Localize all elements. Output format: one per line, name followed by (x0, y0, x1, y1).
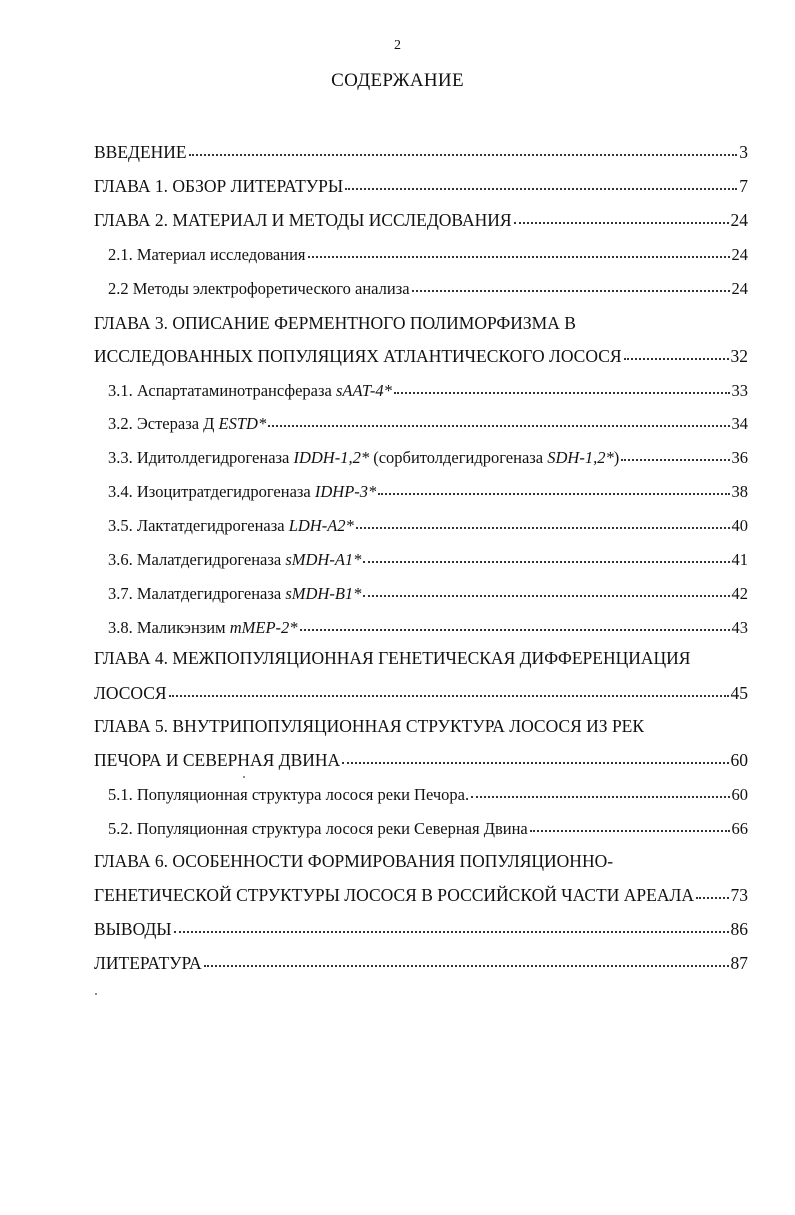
toc-entry-3-6[interactable] (108, 550, 748, 570)
dot-leader (356, 527, 730, 529)
dot-leader (621, 459, 729, 461)
toc-entry-text: 3.1. Аспартатаминотрансфераза (108, 381, 336, 400)
toc-entry-text: ГЛАВА 2. МАТЕРИАЛ И МЕТОДЫ ИССЛЕДОВАНИЯ (94, 210, 512, 230)
dot-leader (624, 358, 729, 360)
toc-entry-page: 38 (731, 482, 748, 501)
dot-leader (378, 493, 729, 495)
gene-name: LDH-A2* (288, 516, 354, 535)
toc-entry-3-4[interactable] (108, 482, 748, 502)
toc-entry-references[interactable] (94, 953, 748, 974)
toc-entry-chapter-3[interactable] (94, 346, 748, 367)
toc-entry-page: 86 (730, 919, 748, 939)
toc-entry-3-1[interactable] (108, 381, 748, 401)
toc-entry-page: 42 (731, 584, 748, 603)
toc-entry-5-2[interactable] (108, 819, 748, 839)
gene-name: sMDH-A1* (285, 550, 362, 569)
dot-leader (412, 290, 730, 292)
toc-entry-page: 24 (731, 279, 748, 298)
gene-name: mMEP-2* (229, 618, 298, 637)
toc-entry-chapter-4-line1[interactable]: ГЛАВА 4. МЕЖПОПУЛЯЦИОННАЯ ГЕНЕТИЧЕСКАЯ ДИФФЕРЕНЦИАЦИЯ (94, 648, 691, 668)
toc-entry-text: ГЛАВА 1. ОБЗОР ЛИТЕРАТУРЫ (94, 176, 344, 196)
dot-leader (394, 392, 730, 394)
gene-name: ESTD* (218, 414, 267, 433)
toc-entry-text: ЛОСОСЯ (94, 683, 167, 703)
toc-entry-page: 7 (739, 176, 748, 196)
gene-name: sMDH-B1* (285, 584, 362, 603)
dot-leader (204, 965, 729, 967)
toc-entry-3-2[interactable] (108, 414, 748, 434)
dot-leader (471, 796, 729, 798)
toc-entry-text: 3.8. Маликэнзим (108, 618, 230, 637)
toc-entry-3-8[interactable] (108, 618, 748, 638)
toc-entry-chapter-3-line1[interactable]: ГЛАВА 3. ОПИСАНИЕ ФЕРМЕНТНОГО ПОЛИМОРФИЗМА В (94, 313, 576, 333)
dot-leader (342, 762, 728, 764)
toc-entry-text-end: ) (613, 448, 620, 467)
toc-entry-page: 33 (731, 381, 748, 400)
toc-entry-text: ИССЛЕДОВАННЫХ ПОПУЛЯЦИЯХ АТЛАНТИЧЕСКОГО ЛОСОСЯ (94, 346, 622, 366)
toc-entry-text: ПЕЧОРА И СЕВЕРНАЯ ДВИНА (94, 750, 341, 770)
toc-entry-page: 36 (731, 448, 748, 467)
gene-name: sAAT-4* (335, 381, 392, 400)
toc-entry-text: 5.1. Популяционная структура лосося реки Печора. (108, 785, 470, 804)
dot-leader (530, 830, 730, 832)
toc-entry-text: 3.3. Идитолдегидрогеназа (108, 448, 294, 467)
toc-entry-chapter-6-line1[interactable]: ГЛАВА 6. ОСОБЕННОСТИ ФОРМИРОВАНИЯ ПОПУЛЯЦИОННО- (94, 851, 614, 871)
toc-entry-text: 2.1. Материал исследования (108, 245, 306, 264)
dot-leader (169, 695, 729, 697)
toc-entry-3-5[interactable] (108, 516, 748, 536)
toc-entry-page: 40 (731, 516, 748, 535)
toc-entry-page: 24 (731, 245, 748, 264)
toc-entry-page: 66 (731, 819, 748, 838)
toc-entry-page: 24 (730, 210, 748, 230)
toc-entry-chapter-1[interactable] (94, 176, 748, 197)
scan-speck (95, 993, 97, 995)
toc-entry-3-7[interactable] (108, 584, 748, 604)
toc-entry-text: ГЕНЕТИЧЕСКОЙ СТРУКТУРЫ ЛОСОСЯ В РОССИЙСКОЙ ЧАСТИ АРЕАЛА (94, 885, 694, 905)
toc-entry-text: ЛИТЕРАТУРА (94, 953, 202, 973)
dot-leader (363, 595, 729, 597)
toc-entry-text: 3.7. Малатдегидрогеназа (108, 584, 286, 603)
toc-entry-page: 43 (731, 618, 748, 637)
toc-entry-page: 41 (731, 550, 748, 569)
gene-name: IDHP-3* (314, 482, 377, 501)
dot-leader (345, 188, 737, 190)
toc-entry-page: 32 (730, 346, 748, 366)
toc-entry-chapter-6[interactable] (94, 885, 748, 906)
dot-leader (174, 931, 729, 933)
dot-leader (308, 256, 730, 258)
toc-entry-text: 5.2. Популяционная структура лосося реки Северная Двина (108, 819, 528, 838)
dot-leader (268, 425, 729, 427)
toc-entry-text: 3.5. Лактатдегидрогеназа (108, 516, 289, 535)
toc-entry-conclusions[interactable] (94, 919, 748, 940)
dot-leader (189, 154, 738, 156)
toc-entry-introduction[interactable] (94, 142, 748, 163)
toc-entry-text: 3.2. Эстераза Д (108, 414, 219, 433)
toc-entry-text: ВВЕДЕНИЕ (94, 142, 187, 162)
dot-leader (514, 222, 729, 224)
toc-entry-text: 3.4. Изоцитратдегидрогеназа (108, 482, 315, 501)
toc-entry-3-3[interactable] (108, 448, 748, 468)
toc-entry-chapter-5-line1[interactable]: ГЛАВА 5. ВНУТРИПОПУЛЯЦИОННАЯ СТРУКТУРА ЛОСОСЯ ИЗ РЕК (94, 716, 645, 736)
toc-entry-page: 60 (731, 785, 748, 804)
toc-entry-page: 73 (730, 885, 748, 905)
gene-name-2: SDH-1,2* (547, 448, 614, 467)
toc-entry-text-after: (сорбитолдегидрогеназа (369, 448, 548, 467)
toc-entry-page: 45 (730, 683, 748, 703)
toc-entry-chapter-2[interactable] (94, 210, 748, 231)
toc-entry-2-2[interactable] (108, 279, 748, 299)
gene-name: IDDH-1,2* (293, 448, 370, 467)
toc-entry-page: 3 (739, 142, 748, 162)
toc-entry-chapter-5[interactable] (94, 750, 748, 771)
toc-entry-page: 60 (730, 750, 748, 770)
scan-speck (243, 776, 245, 778)
toc-entry-2-1[interactable] (108, 245, 748, 265)
toc-entry-text: 3.6. Малатдегидрогеназа (108, 550, 286, 569)
page-number: 2 (394, 38, 401, 53)
page-title: СОДЕРЖАНИЕ (331, 70, 464, 91)
dot-leader (300, 629, 730, 631)
toc-entry-page: 87 (730, 953, 748, 973)
toc-entry-text: 2.2 Методы электрофоретического анализа (108, 279, 410, 298)
toc-entry-5-1[interactable] (108, 785, 748, 805)
toc-entry-chapter-4[interactable] (94, 683, 748, 704)
dot-leader (696, 897, 729, 899)
toc-entry-text: ВЫВОДЫ (94, 919, 172, 939)
dot-leader (363, 561, 729, 563)
toc-entry-page: 34 (731, 414, 748, 433)
